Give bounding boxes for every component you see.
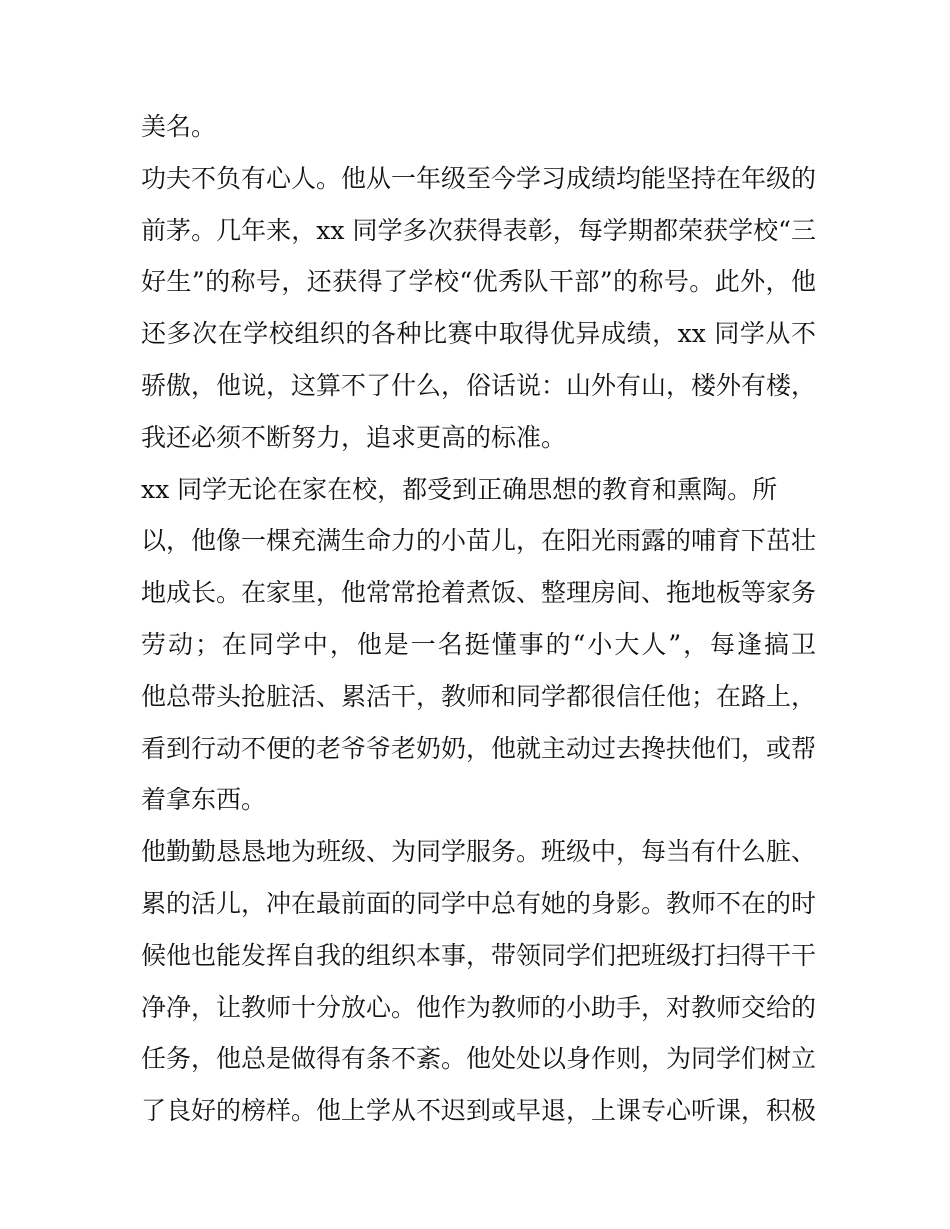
text-line: 以，他像一棵充满生命力的小苗儿，在阳光雨露的哺育下茁壮 [141,526,816,556]
text-line: 地成长。在家里，他常常抢着煮饭、整理房间、拖地板等家务 [141,578,816,608]
text-line: 了良好的榜样。他上学从不迟到或早退，上课专心听课，积极 [141,1096,816,1126]
text-line: 累的活儿，冲在最前面的同学中总有她的身影。教师不在的时 [141,888,816,918]
text-line: 美名。 [141,112,217,141]
text-line: 他勤勤恳恳地为班级、为同学服务。班级中，每当有什么脏、 [141,837,816,867]
text-line: 我还必须不断努力，追求更高的标准。 [141,422,567,452]
text-line: xx 同学无论在家在校，都受到正确思想的教育和熏陶。所 [141,474,778,504]
text-line: 候他也能发挥自我的组织本事，带领同学们把班级打扫得干干 [141,940,816,970]
text-line: 看到行动不便的老爷爷老奶奶，他就主动过去搀扶他们，或帮 [141,733,816,763]
text-line: 前茅。几年来，xx 同学多次获得表彰，每学期都荣获学校“三 [141,215,816,245]
text-line: 净净，让教师十分放心。他作为教师的小助手，对教师交给的 [141,992,816,1022]
text-line: 还多次在学校组织的各种比赛中取得优异成绩，xx 同学从不 [141,319,816,349]
text-line: 劳动；在同学中，他是一名挺懂事的“小大人”，每逢搞卫 [141,629,816,659]
text-line: 骄傲，他说，这算不了什么，俗话说：山外有山，楼外有楼， [141,370,816,400]
text-line: 着拿东西。 [141,785,267,815]
document-body [141,101,816,1137]
text-line: 任务，他总是做得有条不紊。他处处以身作则，为同学们树立 [141,1044,816,1074]
text-line: 他总带头抢脏活、累活干，教师和同学都很信任他；在路上， [141,681,816,711]
text-line: 功夫不负有心人。他从一年级至今学习成绩均能坚持在年级的 [141,163,816,193]
text-line: 好生”的称号，还获得了学校“优秀队干部”的称号。此外，他 [141,267,816,297]
